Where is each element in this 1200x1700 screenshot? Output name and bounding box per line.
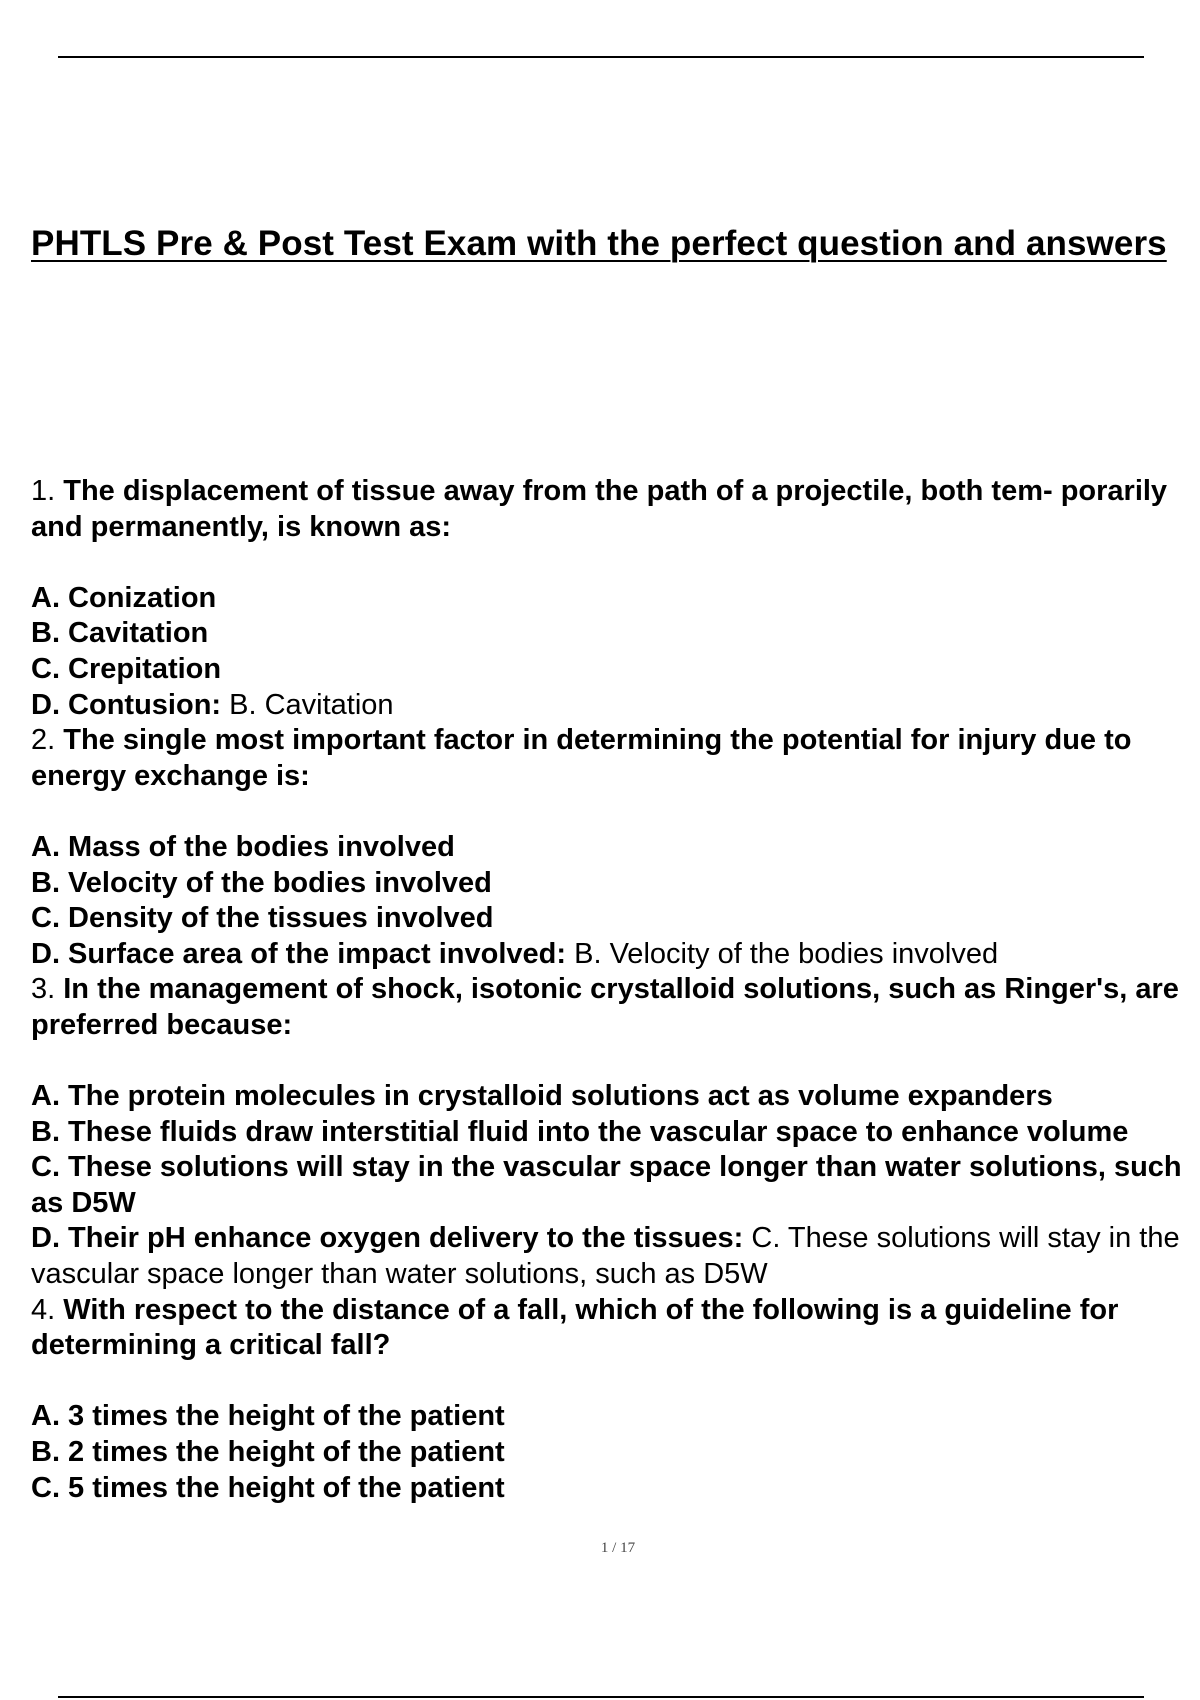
question-text: In the management of shock, isotonic crystalloid solutions, such as Ringer's, are preferred because: (31, 973, 1179, 1041)
answer-option-with-answer (31, 688, 1200, 724)
footer-rule (58, 1696, 1144, 1698)
answer-option-label: D. Contusion: (31, 688, 222, 721)
page-number: 1 / 17 (600, 1540, 636, 1556)
question-text: The displacement of tissue away from the path of a projectile, both tem- porarily and permanently, is known as: (31, 475, 1168, 543)
question-block (31, 972, 1200, 1292)
answer-option-with-answer (31, 1221, 1200, 1292)
question-number: 4. (31, 1293, 56, 1326)
question-block (31, 1293, 1200, 1507)
question-text: The single most important factor in determining the potential for injury due to energy exchange is: (31, 724, 1132, 792)
answer-option: C. 5 times the height of the patient (31, 1471, 505, 1504)
question-number: 3. (31, 973, 56, 1006)
answer-option: C. Density of the tissues involved (31, 902, 494, 935)
document-title: PHTLS Pre & Post Test Exam with the perfect question and answers (31, 224, 1167, 263)
answer-option: A. The protein molecules in crystalloid solutions act as volume expanders (31, 1080, 1053, 1113)
question-list (31, 474, 1200, 1506)
correct-answer: C. These solutions will stay in the vascular space longer than water solutions, such as D5W (31, 1222, 1180, 1291)
correct-answer: B. Velocity of the bodies involved (574, 937, 999, 970)
answer-option-label: D. Surface area of the impact involved: (31, 937, 567, 970)
question-text-line (31, 1293, 1200, 1364)
question-text-line (31, 723, 1200, 794)
question-block (31, 474, 1200, 723)
answer-option: B. Cavitation (31, 617, 209, 650)
answer-option: A. 3 times the height of the patient (31, 1400, 505, 1433)
correct-answer: B. Cavitation (229, 688, 394, 721)
question-number: 1. (31, 475, 56, 507)
question-text: With respect to the distance of a fall, which of the following is a guideline for determining a critical fall? (31, 1293, 1119, 1362)
answer-option: C. Crepitation (31, 652, 222, 685)
header-rule (58, 56, 1144, 58)
answer-option: B. 2 times the height of the patient (31, 1436, 505, 1469)
question-text-line (31, 474, 1200, 545)
answer-option: B. These fluids draw interstitial fluid into the vascular space to enhance volume (31, 1115, 1129, 1148)
answer-option: A. Mass of the bodies involved (31, 830, 455, 863)
question-block (31, 723, 1200, 972)
answer-option-label: D. Their pH enhance oxygen delivery to the tissues: (31, 1222, 744, 1255)
answer-option: C. These solutions will stay in the vascular space longer than water solutions, such as D5W (31, 1151, 1182, 1219)
answer-option: B. Velocity of the bodies involved (31, 866, 492, 899)
question-number: 2. (31, 724, 56, 757)
answer-option-with-answer (31, 937, 1200, 973)
question-text-line (31, 972, 1200, 1043)
answer-option: A. Conization (31, 581, 217, 614)
